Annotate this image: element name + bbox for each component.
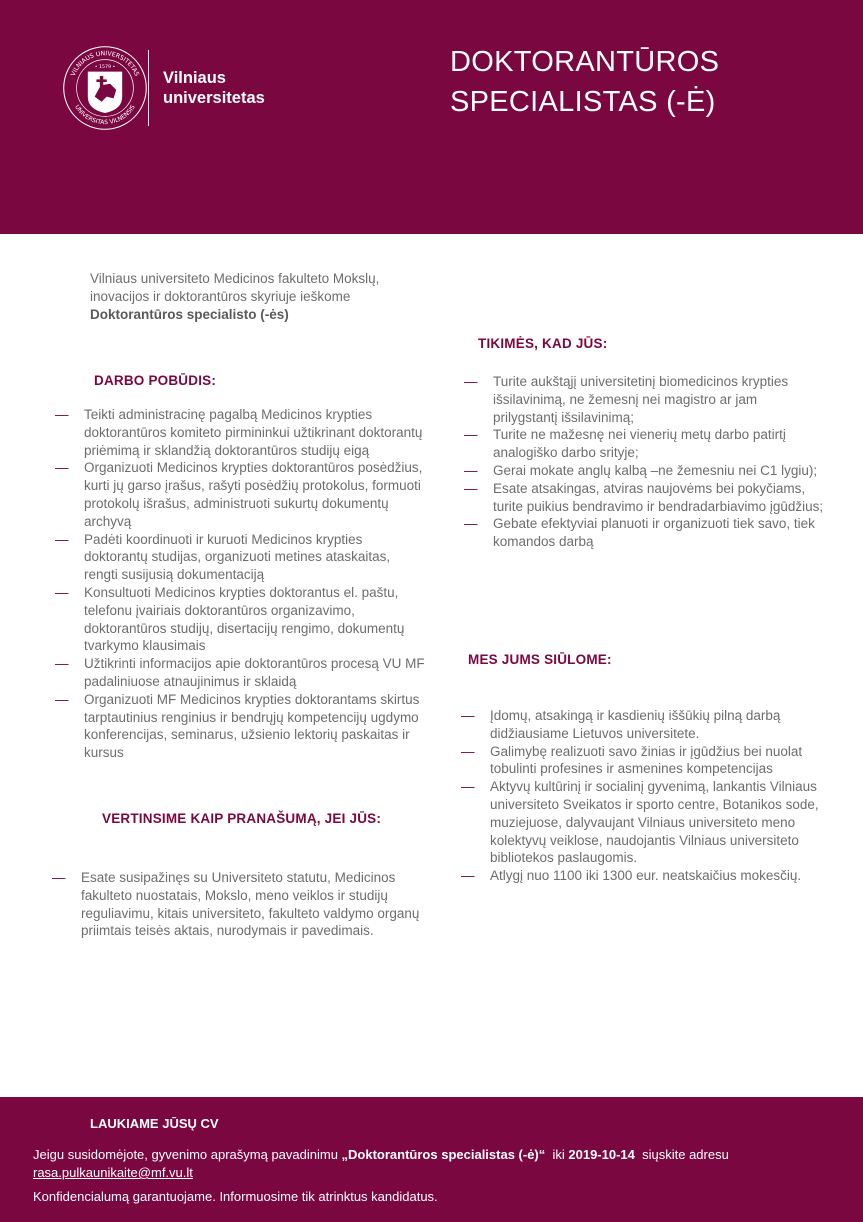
tikimes-heading: TIKIMĖS, KAD JŪS: bbox=[478, 336, 608, 351]
dash-bullet-icon: — bbox=[464, 480, 478, 496]
tikimes-list bbox=[464, 373, 824, 551]
footer-text3: siųskite adresu bbox=[634, 1147, 729, 1162]
list-item: — Gerai mokate anglų kalbą –ne žemesniu nei C1 lygiu); bbox=[464, 462, 818, 478]
job-title-line2: SPECIALISTAS (-Ė) bbox=[450, 86, 716, 118]
intro-text bbox=[90, 270, 420, 324]
list-item: — Teikti administracinę pagalbą Medicinos krypties doktorantūros komiteto pirmininkui užtikrinant doktorantų priėmimą ir sklandžią doktorantūros studijų eigą bbox=[55, 407, 423, 458]
dash-bullet-icon: — bbox=[461, 868, 475, 884]
list-item: — Turite ne mažesnę nei vienerių metų darbo patirtį analogiško darbo srityje; bbox=[464, 427, 786, 461]
dash-bullet-icon: — bbox=[461, 708, 475, 723]
intro-position: Doktorantūros specialisto (-ės) bbox=[90, 307, 289, 322]
list-item: — Esate atsakingas, atviras naujovėms bei pokyčiams, turite puikius bendravimo ir bendradarbiavimo įgūdžius; bbox=[464, 480, 824, 514]
list-item: — Esate susipažinęs su Universiteto statutu, Medicinos fakulteto nuostatais, Mokslo, meno veiklos ir studijų reguliavimu, kitais universiteto, fakulteto valdymo organų priimtais teisės aktais, nurodymais ir pavedimais. bbox=[52, 870, 420, 939]
list-item: — Aktyvų kultūrinį ir socialinį gyvenimą, lankantis Vilniaus universiteto Sveikatos ir sporto centre, Botanikos sode, muziejuose, dalyvaujant Vilniaus universiteto meno kolektyvų veiklose, naudojantis Vilniaus universiteto bibliotekos paslaugomis. bbox=[461, 779, 819, 866]
dash-bullet-icon: — bbox=[464, 462, 478, 478]
vertinsime-heading: VERTINSIME KAIP PRANAŠUMĄ, JEI JŪS: bbox=[102, 811, 382, 826]
darbo-heading: DARBO POBŪDIS: bbox=[94, 373, 217, 388]
job-title-line1: DOKTORANTŪROS bbox=[450, 46, 720, 78]
list-item: — Konsultuoti Medicinos krypties doktorantus el. paštu, telefonu įvairiais doktorantūros organizavimo, doktorantūros studijų, disertacijų rengimo, dokumentų tvarkymo klausimais bbox=[55, 584, 405, 654]
seal-text-bottom: UNIVERSITAS VILNENSIS bbox=[73, 103, 137, 127]
list-item: — Padėti koordinuoti ir kuruoti Medicinos krypties doktorantų studijas, organizuoti metines ataskaitas, rengti susijusią dokumentaciją bbox=[55, 531, 391, 583]
header-banner bbox=[0, 0, 863, 234]
dash-bullet-icon: — bbox=[464, 427, 478, 443]
dash-bullet-icon: — bbox=[52, 870, 66, 885]
list-item: — Gebate efektyviai planuoti ir organizuoti tiek savo, tiek komandos darbą bbox=[464, 516, 815, 550]
dash-bullet-icon: — bbox=[55, 407, 69, 422]
siulome-list bbox=[461, 707, 821, 885]
darbo-list bbox=[55, 406, 427, 762]
list-item: — Galimybę realizuoti savo žinias ir įgūdžius bei nuolat tobulinti profesines ir asmenines kompetencijas bbox=[461, 743, 803, 777]
dash-bullet-icon: — bbox=[55, 656, 69, 672]
university-name-line2: universitetas bbox=[163, 89, 265, 107]
vertinsime-list bbox=[52, 869, 427, 940]
footer-confidential: Konfidencialumą garantuojame. Informuosime tik atrinktus kandidatus. bbox=[33, 1189, 438, 1204]
logo-divider bbox=[148, 50, 149, 126]
dash-bullet-icon: — bbox=[464, 374, 478, 389]
university-name bbox=[163, 68, 265, 108]
dash-bullet-icon: — bbox=[461, 743, 475, 759]
list-item: — Turite aukštąjį universitetinį biomedicinos krypties išsilavinimą, ne žemesnį nei magistro ar jam prilygstantį išsilavinimą; bbox=[464, 374, 789, 425]
intro-line2: inovacijos ir doktorantūros skyriuje ieškome bbox=[90, 289, 351, 304]
list-item: — Atlygį nuo 1100 iki 1300 eur. neatskaičius mokesčių. bbox=[461, 868, 802, 884]
list-item: — Užtikrinti informacijos apie doktorantūros procesą VU MF padaliniuose atnaujinimus ir sklaidą bbox=[55, 656, 425, 689]
dash-bullet-icon: — bbox=[464, 516, 478, 532]
list-item: — Įdomų, atsakingą ir kasdienių iššūkių pilną darbą didžiausiame Lietuvos universitete. bbox=[461, 708, 781, 741]
dash-bullet-icon: — bbox=[55, 584, 69, 600]
footer-title: LAUKIAME JŪSŲ CV bbox=[90, 1116, 219, 1131]
footer-text1: Jeigu susidomėjote, gyvenimo aprašymą pavadinimu bbox=[33, 1147, 342, 1162]
footer-banner bbox=[0, 1097, 863, 1222]
seal-text-top: VILNIAUS UNIVERSITETAS bbox=[69, 50, 141, 78]
dash-bullet-icon: — bbox=[55, 691, 69, 707]
email-link[interactable]: rasa.pulkaunikaite@mf.vu.lt bbox=[33, 1165, 193, 1180]
list-item: — Organizuoti MF Medicinos krypties doktorantams skirtus tarptautinius renginius ir bendrųjų kompetencijų ugdymo konferencijas, seminarus, užsienio lektorių paskaitas ir kursus bbox=[55, 691, 420, 761]
job-title bbox=[450, 42, 830, 122]
list-item: — Organizuoti Medicinos krypties doktorantūros posėdžius, kurti jų garso įrašus, rašyti posėdžių protokolus, formuoti protokolų išrašus, administruoti sukurtų dokumentų archyvą bbox=[55, 460, 423, 529]
footer-text2: iki bbox=[545, 1147, 569, 1162]
intro-line1: Vilniaus universiteto Medicinos fakulteto Mokslų, bbox=[90, 271, 380, 286]
footer-instructions bbox=[33, 1146, 833, 1182]
seal-year: • 1579 • bbox=[94, 65, 116, 71]
dash-bullet-icon: — bbox=[461, 779, 475, 795]
university-name-line1: Vilniaus bbox=[163, 69, 226, 87]
dash-bullet-icon: — bbox=[55, 531, 69, 547]
dash-bullet-icon: — bbox=[55, 460, 69, 476]
siulome-heading: MES JUMS SIŪLOME: bbox=[468, 652, 612, 667]
footer-position: „Doktorantūros specialistas (-ė)“ bbox=[341, 1147, 546, 1162]
university-seal-icon bbox=[62, 45, 148, 131]
footer-deadline: 2019-10-14 bbox=[568, 1147, 635, 1162]
